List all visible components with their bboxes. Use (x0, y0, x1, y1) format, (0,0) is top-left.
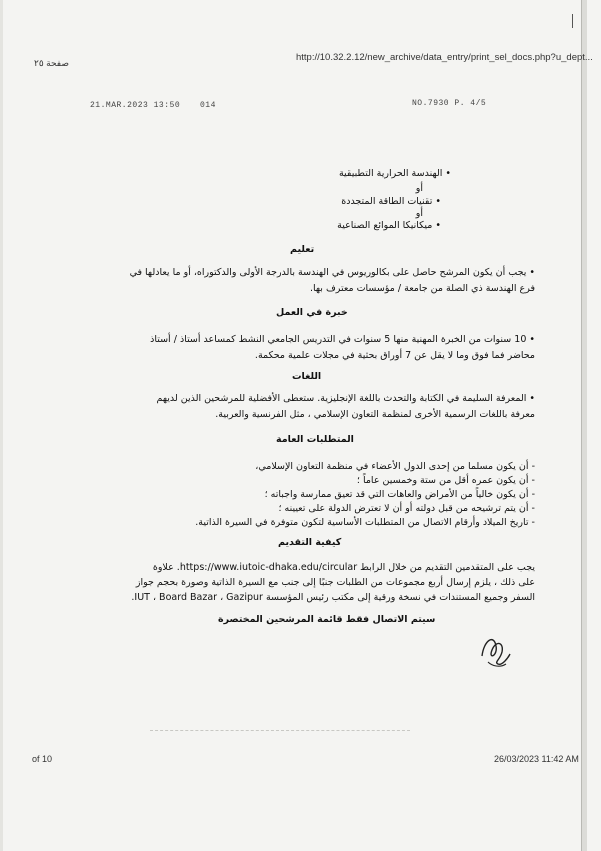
languages-heading: اللغات (292, 371, 322, 382)
fax-timestamp: 21.MAR.2023 13:50 (90, 101, 181, 110)
fax-page-number: NO.7930 P. 4/5 (412, 99, 487, 108)
footer-datetime: 26/03/2023 11:42 AM (494, 754, 579, 764)
experience-line-1: • 10 سنوات من الخبرة المهنية منها 5 سنوات في التدريس الجامعي النشط كمساعد أستاذ / أستاذ (150, 334, 535, 345)
experience-line-2: محاضر فما فوق وما لا يقل عن 7 أوراق بحثية في مجلات علمية محكمة. (254, 350, 535, 361)
languages-line-1: • المعرفة السليمة في الكتابة والتحدث باللغة الإنجليزية. ستعطى الأفضلية للمرشحين الذين لديهم (156, 393, 535, 404)
page-left-edge (0, 0, 3, 851)
page-right-edge (581, 0, 587, 851)
experience-heading: خبرة في العمل (276, 307, 348, 318)
fax-footer-trace (150, 730, 410, 733)
specialization-item-3: • ميكانيكا الموائع الصناعية (337, 220, 441, 231)
apply-heading: كيفية التقديم (278, 537, 342, 548)
apply-closing: سيتم الاتصال فقط قائمة المرشحين المختصرة (218, 614, 436, 625)
education-line-2: فرع الهندسة ذي الصلة من جامعة / مؤسسات معترف بها. (309, 283, 535, 294)
general-item-3: - أن يكون خالياً من الأمراض والعاهات التي قد تعيق ممارسة واجباته ؛ (264, 489, 535, 500)
apply-line-3: السفر وجميع المستندات في نسخة ورقية إلى مكتب رئيس المؤسسة IUT ، Board Bazar ، Gazipur. (131, 592, 535, 603)
languages-line-2: معرفة باللغات الرسمية الأخرى لمنظمة التعاون الإسلامي ، مثل الفرنسية والعربية. (215, 409, 535, 420)
header-left-label: صفحة ٢٥ (34, 58, 70, 68)
corner-mark (572, 14, 581, 28)
specialization-item-1: • الهندسة الحرارية التطبيقية (338, 168, 451, 179)
general-item-2: - أن يكون عمره أقل من ستة وخمسين عاماً ؛ (356, 475, 535, 486)
specialization-item-2: • تقنيات الطاقة المتجددة (341, 196, 441, 207)
general-item-4: - أن يتم ترشيحه من قبل دولته أو أن لا تعترض الدولة على تعيينه ؛ (278, 503, 535, 514)
footer-page-count: of 10 (32, 754, 53, 764)
education-line-1: • يجب أن يكون المرشح حاصل على بكالوريوس في الهندسة بالدرجة الأولى والدكتوراه، أو ما يعادلها في (129, 267, 535, 278)
fax-code: 014 (200, 101, 216, 110)
signature-image (474, 626, 514, 672)
specialization-or-2: أو (415, 208, 423, 219)
general-heading: المتطلبات العامة (276, 434, 354, 445)
specialization-or-1: أو (415, 183, 423, 194)
apply-line-2: على ذلك ، يلزم إرسال أربع مجموعات من الطلبات جنبًا إلى جنب مع السيرة الذاتية وصورة بحجم جواز (135, 577, 535, 588)
apply-line-1: يجب على المتقدمين التقديم من خلال الرابط https://www.iutoic-dhaka.edu/circular. علاوة (152, 562, 535, 573)
header-url: http://10.32.2.12/new_archive/data_entry/print_sel_docs.php?u_dept... (296, 52, 593, 63)
education-heading: تعليم (290, 244, 315, 255)
general-item-5: - تاريخ الميلاد وأرقام الاتصال من المتطلبات الأساسية لتكون متوفرة في السيرة الذاتية. (195, 517, 535, 528)
general-item-1: - أن يكون مسلما من إحدى الدول الأعضاء في منظمة التعاون الإسلامي، (255, 461, 535, 472)
